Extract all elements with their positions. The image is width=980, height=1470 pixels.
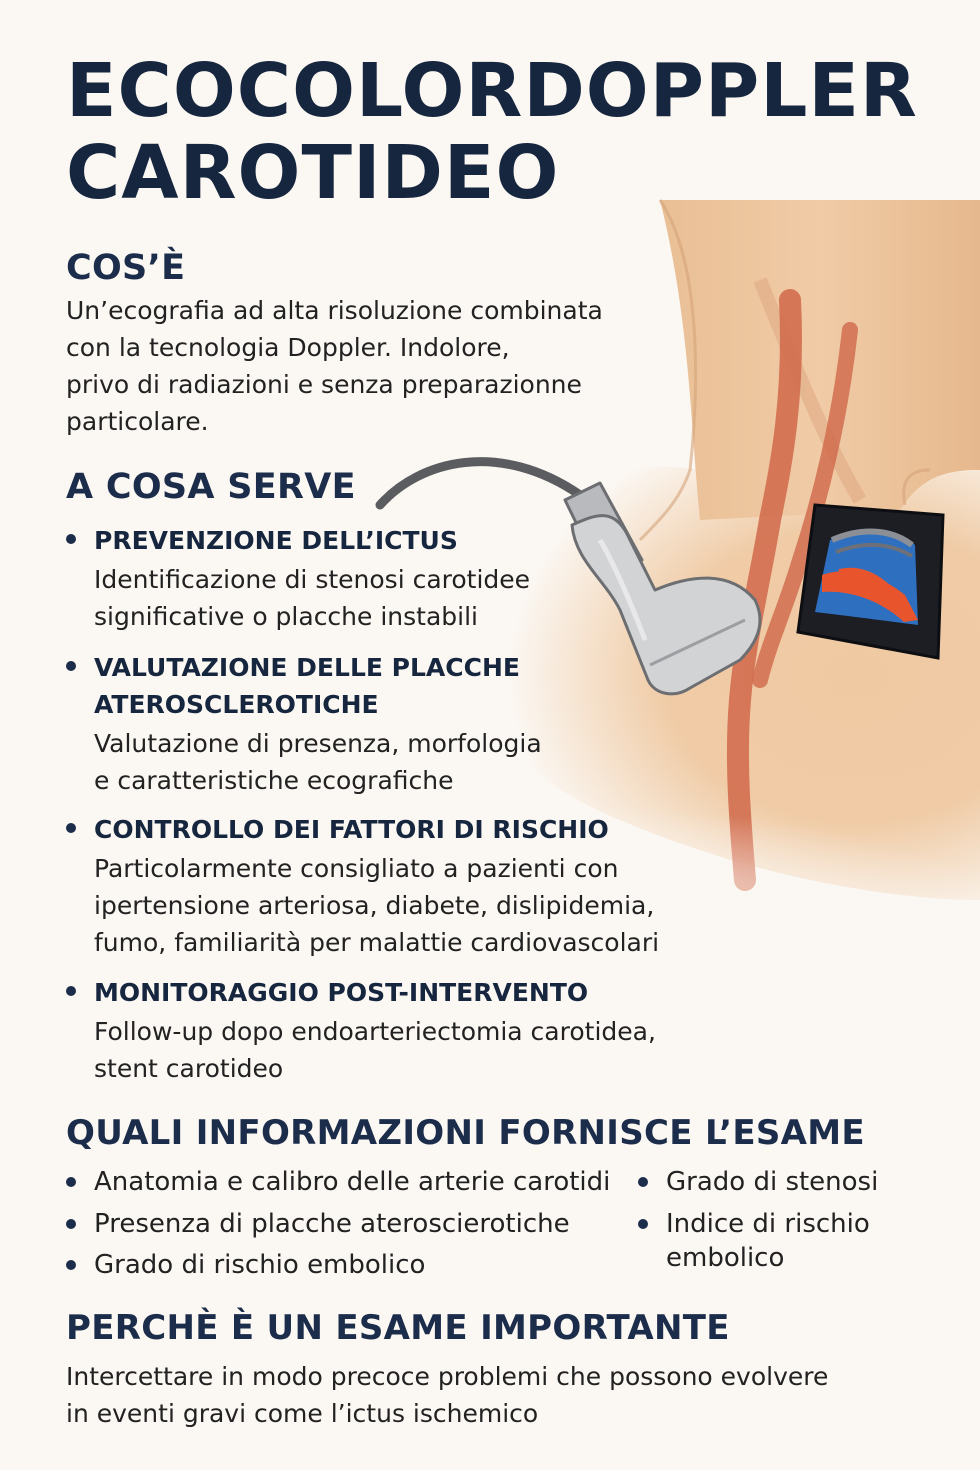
bullet-icon bbox=[66, 986, 76, 996]
section-heading-informazioni: QUALI INFORMAZIONI FORNISCE L’ESAME bbox=[66, 1113, 865, 1153]
info-text: Presenza di placche ateroscierotiche bbox=[94, 1209, 570, 1239]
list-item-controllo bbox=[66, 811, 726, 961]
cose-line: con la tecnologia Doppler. Indolore, bbox=[66, 333, 510, 362]
bullet-title-line: PREVENZIONE DELL’ICTUS bbox=[94, 526, 458, 555]
info-text-line: embolico bbox=[666, 1243, 785, 1273]
list-item-monitoraggio bbox=[66, 974, 726, 1087]
bullet-description-line: significative o placche instabili bbox=[94, 602, 478, 631]
importante-line: Intercettare in modo precoce problemi che possono evolvere bbox=[66, 1362, 829, 1391]
importante-description bbox=[66, 1358, 828, 1432]
list-item bbox=[638, 1207, 870, 1275]
list-item bbox=[66, 1207, 570, 1241]
section-heading-cose: COS’È bbox=[66, 248, 186, 288]
bullet-title-line: CONTROLLO DEI FATTORI DI RISCHIO bbox=[94, 815, 609, 844]
info-text-line: Grado di stenosi bbox=[666, 1167, 879, 1197]
bullet-title bbox=[94, 649, 726, 723]
bullet-description-line: Valutazione di presenza, morfologia bbox=[94, 729, 542, 758]
bullet-description-line: Particolarmente consigliato a pazienti con bbox=[94, 854, 619, 883]
info-text: Anatomia e calibro delle arterie carotidi bbox=[94, 1167, 611, 1197]
bullet-icon bbox=[66, 1177, 76, 1187]
cose-description bbox=[66, 292, 603, 440]
list-item bbox=[66, 1165, 610, 1199]
list-item bbox=[66, 1248, 425, 1282]
cose-line: particolare. bbox=[66, 407, 209, 436]
bullet-icon bbox=[66, 1260, 76, 1270]
bullet-description-line: stent carotideo bbox=[94, 1054, 284, 1083]
bullet-title bbox=[94, 522, 726, 559]
info-text: Grado di rischio embolico bbox=[94, 1250, 426, 1280]
bullet-title bbox=[94, 974, 726, 1011]
bullet-icon bbox=[66, 534, 76, 544]
bullet-description-line: fumo, familiarità per malattie cardiovascolari bbox=[94, 928, 660, 957]
section-heading-a-cosa-serve: A COSA SERVE bbox=[66, 467, 356, 507]
bullet-description-line: Follow-up dopo endoarteriectomia carotidea, bbox=[94, 1017, 656, 1046]
cose-line: Un’ecografia ad alta risoluzione combinata bbox=[66, 296, 603, 325]
section-heading-importante: PERCHÈ È UN ESAME IMPORTANTE bbox=[66, 1308, 730, 1348]
title-line-1: ECOCOLORDOPPLER bbox=[66, 48, 918, 134]
importante-line: in eventi gravi come l’ictus ischemico bbox=[66, 1399, 539, 1428]
bullet-description-line: Identificazione di stenosi carotidee bbox=[94, 565, 531, 594]
bullet-title-line: VALUTAZIONE DELLE PLACCHE bbox=[94, 653, 520, 682]
bullet-title bbox=[94, 811, 726, 848]
bullet-icon bbox=[66, 1219, 76, 1229]
cose-line: privo di radiazioni e senza preparazionne bbox=[66, 370, 582, 399]
page-title bbox=[66, 50, 918, 214]
info-text bbox=[666, 1207, 870, 1275]
bullet-icon bbox=[638, 1219, 648, 1229]
bullet-icon bbox=[638, 1177, 648, 1187]
title-line-2: CAROTIDEO bbox=[66, 130, 560, 216]
bullet-description-line: ipertensione arteriosa, diabete, dislipidemia, bbox=[94, 891, 655, 920]
info-text bbox=[666, 1165, 878, 1199]
info-text-line: Indice di rischio bbox=[666, 1209, 870, 1239]
bullet-description bbox=[94, 561, 726, 635]
bullet-description-line: e caratteristiche ecografiche bbox=[94, 766, 454, 795]
bullet-title-line: ATEROSCLEROTICHE bbox=[94, 690, 379, 719]
bullet-description bbox=[94, 850, 726, 961]
bullet-description bbox=[94, 1013, 726, 1087]
bullet-title-line: MONITORAGGIO POST-INTERVENTO bbox=[94, 978, 589, 1007]
list-item-valutazione bbox=[66, 649, 726, 799]
list-item bbox=[638, 1165, 878, 1199]
bullet-description bbox=[94, 725, 726, 799]
bullet-icon bbox=[66, 661, 76, 671]
bullet-icon bbox=[66, 823, 76, 833]
list-item-prevenzione bbox=[66, 522, 726, 635]
